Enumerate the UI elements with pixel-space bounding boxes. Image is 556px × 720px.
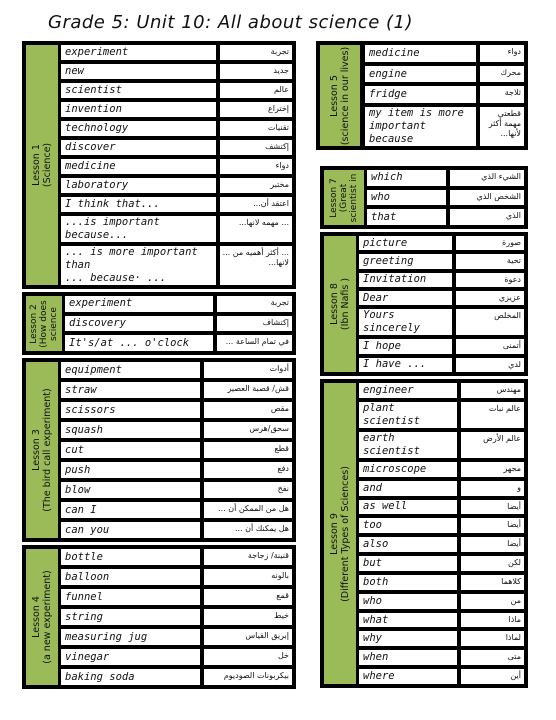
vocab-row <box>60 82 293 99</box>
lesson-9-label: Lesson 9 (Different Types of Sciences) <box>329 465 351 602</box>
vocab-row <box>60 158 293 175</box>
arabic-translation: مختبر <box>219 177 293 194</box>
arabic-translation: تجربة <box>216 295 293 313</box>
arabic-translation: دواء <box>219 158 293 175</box>
arabic-translation: كلاهما <box>460 574 525 591</box>
arabic-translation: دفع <box>203 461 293 479</box>
vocab-row <box>60 521 293 539</box>
lesson-4-label-cell <box>25 548 59 686</box>
english-term: when <box>358 649 458 666</box>
vocab-row <box>60 501 293 519</box>
english-term: experiment <box>64 295 214 313</box>
arabic-translation: الشيء الذي <box>449 169 525 187</box>
english-term: plant scientist <box>358 401 458 429</box>
lesson-5-rows <box>364 44 525 147</box>
arabic-translation: خل <box>203 648 293 666</box>
lesson-2-label-cell <box>25 295 63 352</box>
lesson-7-rows <box>366 169 525 226</box>
arabic-translation: الذي <box>449 208 525 226</box>
english-term: engineer <box>358 382 458 399</box>
vocab-row <box>60 441 293 459</box>
vocab-row <box>358 536 525 553</box>
english-term: measuring jug <box>60 628 201 646</box>
lesson-1-label-cell <box>25 44 59 286</box>
arabic-translation: جديد <box>219 63 293 80</box>
arabic-translation: ثلاجة <box>479 85 525 104</box>
lesson-5-label-cell <box>319 44 361 147</box>
english-term: earth scientist <box>358 431 458 459</box>
lesson-2-rows <box>64 295 293 352</box>
english-term: It's/at ... o'clock <box>64 334 214 352</box>
english-term: ...is important because... <box>60 215 217 243</box>
vocab-row <box>364 85 525 104</box>
vocab-row <box>358 235 525 251</box>
arabic-translation: بالونه <box>203 568 293 586</box>
english-term: can you <box>60 521 201 539</box>
arabic-translation: اعتقد أن... <box>219 196 293 213</box>
english-term: fridge <box>364 85 477 104</box>
vocab-row <box>358 272 525 288</box>
lesson-1-block <box>22 41 296 289</box>
vocab-row <box>60 361 293 379</box>
english-term: engine <box>364 65 477 84</box>
arabic-translation: في تمام الساعة ... <box>216 334 293 352</box>
lesson-9-label-cell <box>323 382 357 685</box>
arabic-translation: مجهر <box>460 461 525 478</box>
vocab-row <box>60 548 293 566</box>
english-term: who <box>358 593 458 610</box>
arabic-translation: إكتشف <box>219 139 293 156</box>
vocab-row <box>358 357 525 373</box>
lesson-5-block <box>316 41 528 150</box>
vocab-row <box>358 431 525 459</box>
english-term: I hope <box>358 338 453 354</box>
vocab-row <box>358 338 525 354</box>
vocab-row <box>60 421 293 439</box>
arabic-translation: سحق/هرس <box>203 421 293 439</box>
english-term: as well <box>358 499 458 516</box>
vocab-row <box>358 517 525 534</box>
english-term: and <box>358 480 458 497</box>
vocab-row <box>364 65 525 84</box>
vocab-row <box>358 593 525 610</box>
english-term: I think that... <box>60 196 217 213</box>
english-term: equipment <box>60 361 201 379</box>
vocab-row <box>60 120 293 137</box>
arabic-translation: عزيزي <box>455 290 525 306</box>
lesson-8-rows <box>358 235 525 373</box>
arabic-translation: دواء <box>479 44 525 63</box>
arabic-translation: صورة <box>455 235 525 251</box>
vocab-row <box>358 612 525 629</box>
english-term: invention <box>60 101 217 118</box>
vocab-row <box>358 401 525 429</box>
arabic-translation: أدوات <box>203 361 293 379</box>
vocab-row <box>358 668 525 685</box>
english-term: my item is more important because <box>364 106 477 147</box>
english-term: greeting <box>358 253 453 269</box>
english-term: where <box>358 668 458 685</box>
arabic-translation: عالم نبات <box>460 401 525 429</box>
english-term: Dear <box>358 290 453 306</box>
english-term: discovery <box>64 315 214 333</box>
vocab-row <box>358 499 525 516</box>
english-term: experiment <box>60 44 217 61</box>
vocab-row <box>366 169 525 187</box>
arabic-translation: المخلص <box>455 308 525 336</box>
arabic-translation: قطع <box>203 441 293 459</box>
english-term: technology <box>60 120 217 137</box>
english-term: Yours sincerely <box>358 308 453 336</box>
lesson-7-label: Lesson 7 (Great scientist in <box>329 173 359 222</box>
english-term: funnel <box>60 588 201 606</box>
vocab-row <box>358 555 525 572</box>
arabic-translation: ... أكثر أهميه من ... لانها... <box>219 245 293 286</box>
arabic-translation: بيكربونات الصوديوم <box>203 668 293 686</box>
vocab-row <box>60 101 293 118</box>
english-term: straw <box>60 381 201 399</box>
english-term: I have ... <box>358 357 453 373</box>
english-term: can I <box>60 501 201 519</box>
english-term: scissors <box>60 401 201 419</box>
vocab-row <box>358 480 525 497</box>
arabic-translation: ماذا <box>460 612 525 629</box>
english-term: squash <box>60 421 201 439</box>
vocab-row <box>60 196 293 213</box>
lesson-4-label: Lesson 4 (a new experiment) <box>31 570 53 664</box>
vocab-row <box>60 177 293 194</box>
english-term: blow <box>60 481 201 499</box>
vocab-row <box>60 668 293 686</box>
arabic-translation: و <box>460 480 525 497</box>
vocab-row <box>60 245 293 286</box>
lesson-3-rows <box>60 361 293 539</box>
vocab-row <box>60 608 293 626</box>
vocab-row <box>60 139 293 156</box>
arabic-translation: قمع <box>203 588 293 606</box>
arabic-translation: من <box>460 593 525 610</box>
vocab-row <box>64 334 293 352</box>
lesson-9-block <box>320 379 528 688</box>
arabic-translation: أيضا <box>460 517 525 534</box>
lesson-4-block <box>22 545 296 689</box>
english-term: string <box>60 608 201 626</box>
english-term: vinegar <box>60 648 201 666</box>
lesson-3-block <box>22 358 296 542</box>
arabic-translation: خيط <box>203 608 293 626</box>
vocab-row <box>60 215 293 243</box>
arabic-translation: هل من الممكن أن ... <box>203 501 293 519</box>
arabic-translation: هل يمكنك أن ... <box>203 521 293 539</box>
english-term: microscope <box>358 461 458 478</box>
english-term: new <box>60 63 217 80</box>
vocab-row <box>60 588 293 606</box>
vocab-row <box>60 461 293 479</box>
arabic-translation: إختراع <box>219 101 293 118</box>
vocab-row <box>60 401 293 419</box>
arabic-translation: أتمنى <box>455 338 525 354</box>
english-term: why <box>358 630 458 647</box>
lesson-1-label: Lesson 1 (Science) <box>31 142 53 188</box>
english-term: which <box>366 169 447 187</box>
vocab-row <box>60 63 293 80</box>
arabic-translation: الشخص الذي <box>449 189 525 207</box>
english-term: cut <box>60 441 201 459</box>
english-term: but <box>358 555 458 572</box>
lesson-1-rows <box>60 44 293 286</box>
english-term: balloon <box>60 568 201 586</box>
lesson-7-block <box>320 166 528 229</box>
lesson-2-block <box>22 292 296 355</box>
arabic-translation: متى <box>460 649 525 666</box>
arabic-translation: قنينة/ زجاجة <box>203 548 293 566</box>
vocab-row <box>366 208 525 226</box>
page-title: Grade 5: Unit 10: All about science (1) <box>48 12 414 33</box>
english-term: bottle <box>60 548 201 566</box>
lesson-9-rows <box>358 382 525 685</box>
arabic-translation: عالم الأرض <box>460 431 525 459</box>
arabic-translation: تحية <box>455 253 525 269</box>
vocab-row <box>366 189 525 207</box>
english-term: what <box>358 612 458 629</box>
arabic-translation: عالم <box>219 82 293 99</box>
english-term: picture <box>358 235 453 251</box>
lesson-2-label: Lesson 2 (How does science <box>29 299 59 348</box>
english-term: ... is more important than ... because· ... <box>60 245 217 286</box>
arabic-translation: لماذا <box>460 630 525 647</box>
english-term: scientist <box>60 82 217 99</box>
vocab-row <box>364 44 525 63</box>
english-term: push <box>60 461 201 479</box>
lesson-3-label-cell <box>25 361 59 539</box>
vocab-row <box>60 381 293 399</box>
arabic-translation: إبريق القياس <box>203 628 293 646</box>
english-term: both <box>358 574 458 591</box>
english-term: baking soda <box>60 668 201 686</box>
arabic-translation: أيضا <box>460 536 525 553</box>
lesson-8-block <box>320 232 528 376</box>
vocab-row <box>60 648 293 666</box>
lesson-8-label: Lesson 8 (Ibn Nafis ) <box>329 277 351 331</box>
english-term: laboratory <box>60 177 217 194</box>
arabic-translation: نفخ <box>203 481 293 499</box>
arabic-translation: مقص <box>203 401 293 419</box>
english-term: discover <box>60 139 217 156</box>
vocab-row <box>60 44 293 61</box>
lesson-3-label: Lesson 3 (The bird call experiment) <box>31 388 53 512</box>
vocab-row <box>64 295 293 313</box>
arabic-translation: تجربة <box>219 44 293 61</box>
arabic-translation: أيضا <box>460 499 525 516</box>
arabic-translation: أين <box>460 668 525 685</box>
arabic-translation: قش/ قصبة العصير <box>203 381 293 399</box>
arabic-translation: محرك <box>479 65 525 84</box>
lesson-5-label: Lesson 5 (science in our lives) <box>329 46 351 145</box>
english-term: also <box>358 536 458 553</box>
vocab-row <box>364 106 525 147</box>
vocab-row <box>358 630 525 647</box>
arabic-translation: ... مهمه لانها... <box>219 215 293 243</box>
vocab-row <box>358 574 525 591</box>
lesson-7-label-cell <box>323 169 365 226</box>
english-term: too <box>358 517 458 534</box>
vocab-row <box>60 481 293 499</box>
arabic-translation: لدي <box>455 357 525 373</box>
english-term: that <box>366 208 447 226</box>
lesson-8-label-cell <box>323 235 357 373</box>
arabic-translation: دعوة <box>455 272 525 288</box>
arabic-translation: قطعتي مهمة أكثر لأنها... <box>479 106 525 147</box>
english-term: who <box>366 189 447 207</box>
vocab-row <box>358 649 525 666</box>
vocab-row <box>64 315 293 333</box>
vocab-row <box>60 568 293 586</box>
vocab-row <box>358 461 525 478</box>
english-term: medicine <box>60 158 217 175</box>
english-term: Invitation <box>358 272 453 288</box>
lesson-4-rows <box>60 548 293 686</box>
arabic-translation: إكتشاف <box>216 315 293 333</box>
vocab-row <box>358 308 525 336</box>
vocab-row <box>358 290 525 306</box>
vocab-row <box>60 628 293 646</box>
english-term: medicine <box>364 44 477 63</box>
arabic-translation: مهندس <box>460 382 525 399</box>
vocab-row <box>358 253 525 269</box>
arabic-translation: لكن <box>460 555 525 572</box>
arabic-translation: تقنيات <box>219 120 293 137</box>
vocab-row <box>358 382 525 399</box>
